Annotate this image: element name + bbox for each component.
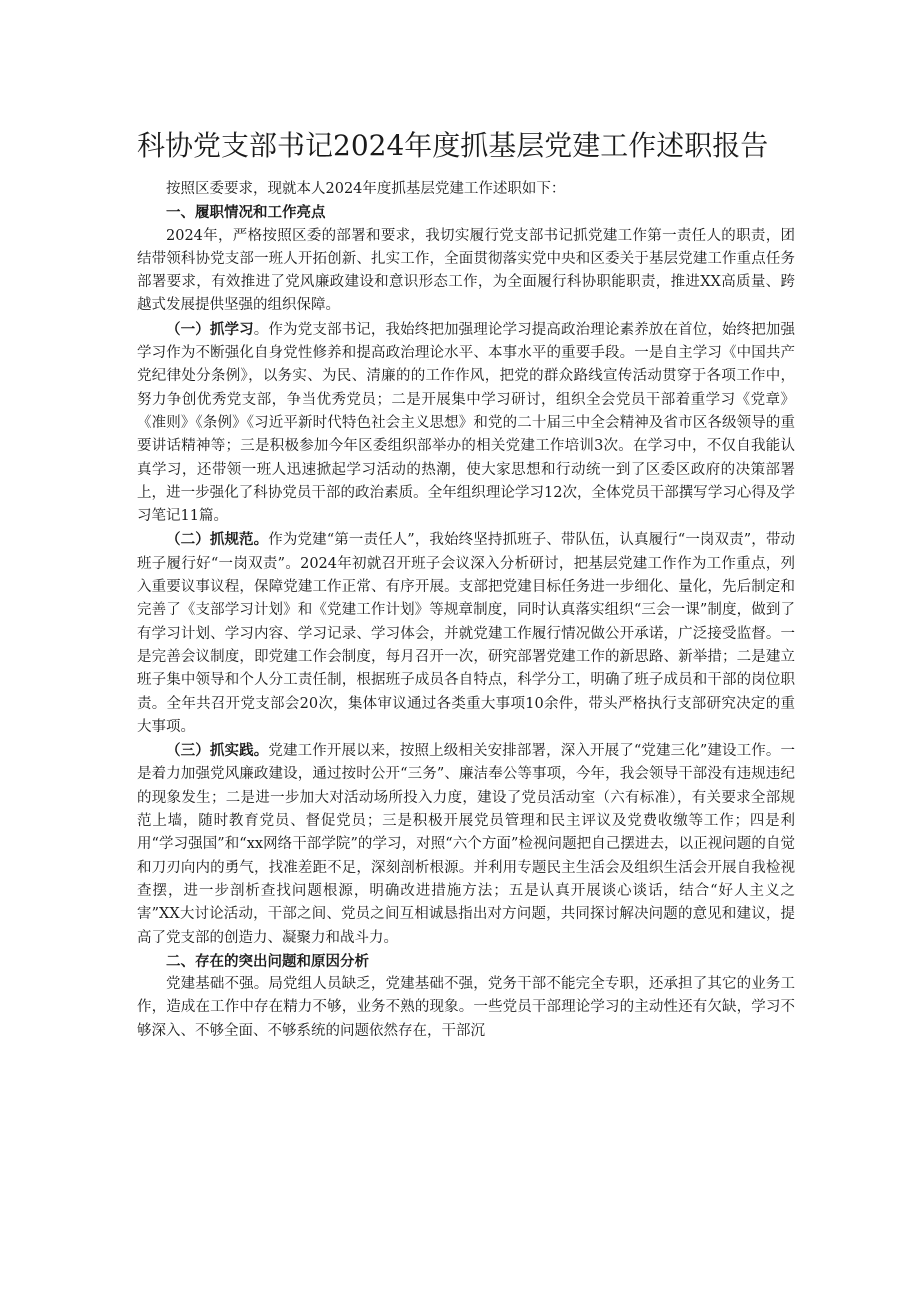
section-heading-1: 一、履职情况和工作亮点 xyxy=(166,204,326,222)
subsection-study xyxy=(137,318,795,529)
subsection-standards xyxy=(137,528,795,739)
section-heading-2: 二、存在的突出问题和原因分析 xyxy=(166,952,369,970)
subsection-practice-body: 党建工作开展以来，按照上级相关安排部署，深入开展了“党建三化”建设工作。一是着力加强党风廉政建设，通过按时公开“三务”、廉洁奉公等事项，今年，我会领导干部没有违规违纪的现象发生；二是进一步加大对活动场所投入力度，建设了党员活动室（六有标准），有关要求全部规范上墙，随时教育党员、督促党员；三是积极开展党员管理和民主评议及党费收缴等工作；四是利用“学习强国”和“xx网络干部学院”的学习，对照“六个方面”检视问题把自己摆进去，以正视问题的自觉和刀刃向内的勇气，找准差距不足，深刻剖析根源。并利用专题民主生活会及组织生活会开展自我检视查摆，进一步剖析查找问题根源，明确改进措施方法；五是认真开展谈心谈话，结合“好人主义之害”XX大讨论活动，干部之间、党员之间互相诚恳指出对方问题，共同探讨解决问题的意见和建议，提高了党支部的创造力、凝聚力和战斗力。 xyxy=(137,743,795,946)
document-page xyxy=(137,120,795,1043)
problems-paragraph: 党建基础不强。局党组人员缺乏，党建基础不强，党务干部不能完全专职，还承担了其它的业务工作，造成在工作中存在精力不够，业务不熟的现象。一些党员干部理论学习的主动性还有欠缺，学习不够深入、不够全面、不够系统的问题依然存在，干部沉 xyxy=(137,976,795,1039)
subsection-practice-lead: （三）抓实践。 xyxy=(166,742,269,760)
subsection-study-lead: （一）抓学习 xyxy=(166,320,254,338)
subsection-standards-lead: （二）抓规范。 xyxy=(166,531,269,549)
subsection-study-body: 。作为党支部书记，我始终把加强理论学习提高政治理论素养放在首位，始终把加强学习作为不断强化自身党性修养和提高政治理论水平、本事水平的重要手段。一是自主学习《中国共产党纪律处分条例》，以务实、为民、清廉的的工作作风，把党的群众路线宣传活动贯穿于各项工作中，努力争创优秀党支部，争当优秀党员；二是开展集中学习研讨，组织全会党员干部着重学习《党章》《准则》《条例》《习近平新时代特色社会主义思想》和党的二十届三中全会精神及省市区各级领导的重要讲话精神等；三是积极参加今年区委组织部举办的相关党建工作培训3次。在学习中，不仅自我能认真学习，还带领一班人迅速掀起学习活动的热潮，使大家思想和行动统一到了区委区政府的决策部署上，进一步强化了科协党员干部的政治素质。全年组织理论学习12次，全体党员干部撰写学习心得及学习笔记11篇。 xyxy=(137,321,796,525)
intro-paragraph: 按照区委要求，现就本人2024年度抓基层党建工作述职如下： xyxy=(166,181,566,197)
document-title: 科协党支部书记2024年度抓基层党建工作述职报告 xyxy=(137,129,769,162)
subsection-practice xyxy=(137,739,795,950)
overview-paragraph: 2024年，严格按照区委的部署和要求，我切实履行党支部书记抓党建工作第一责任人的职责，团结带领科协党支部一班人开拓创新、扎实工作，全面贯彻落实党中央和区委关于基层党建工作重点任务部署要求，有效推进了党风廉政建设和意识形态工作，为全面履行科协职能职责，推进XX高质量、跨越式发展提供坚强的组织保障。 xyxy=(137,227,795,314)
subsection-standards-body: 作为党建“第一责任人”，我始终坚持抓班子、带队伍，认真履行“一岗双责”，带动班子履行好“一岗双责”。2024年初就召开班子会议深入分析研讨，把基层党建工作作为工作重点，列入重要议事议程，保障党建工作正常、有序开展。支部把党建目标任务进一步细化、量化，先后制定和完善了《支部学习计划》和《党建工作计划》等规章制度，同时认真落实组织“三会一课”制度，做到了有学习计划、学习内容、学习记录、学习体会，并就党建工作履行情况做公开承诺，广泛接受监督。一是完善会议制度，即党建工作会制度，每月召开一次，研究部署党建工作的新思路、新举措；二是建立班子集中领导和个人分工责任制，根据班子成员各自特点，科学分工，明确了班子成员和干部的岗位职责。全年共召开党支部会20次，集体审议通过各类重大事项10余件，带头严格执行支部研究决定的重大事项。 xyxy=(137,532,796,735)
